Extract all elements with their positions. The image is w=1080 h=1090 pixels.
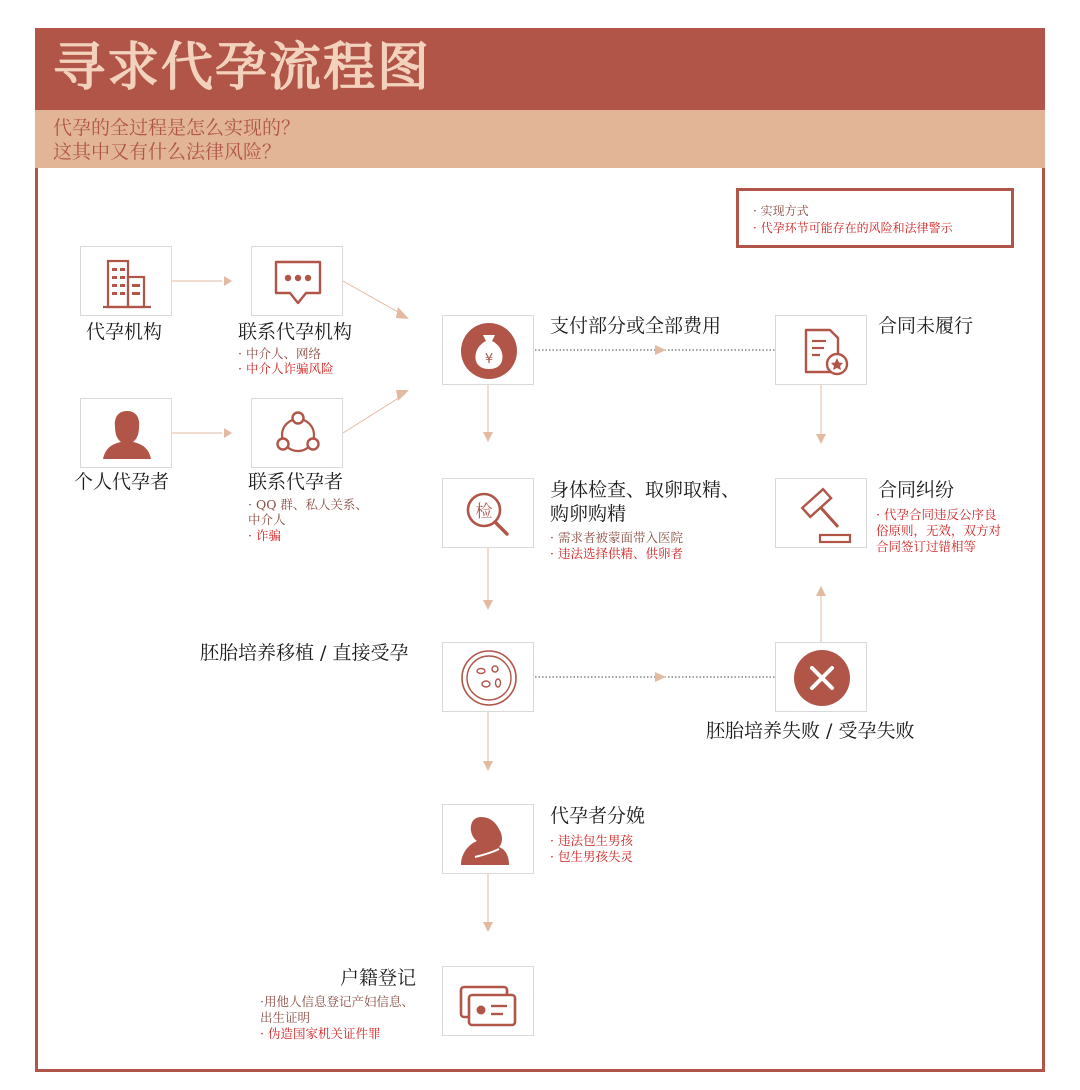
risk-delivery-2: · 包生男孩失灵 [550, 849, 633, 864]
node-contract-unfulfilled [775, 315, 867, 385]
node-contact-agency [251, 246, 343, 316]
note-contact-individual-1: · QQ 群、私人关系、 [248, 497, 368, 512]
note-contact-individual-2: 中介人 [248, 512, 286, 527]
id-cards-icon [443, 967, 535, 1037]
risk-dispute-1: · 代孕合同违反公序良 [876, 507, 997, 522]
note-registration-1: ·用他人信息登记产妇信息、 [260, 994, 414, 1009]
x-circle-icon [776, 643, 868, 713]
label-agency: 代孕机构 [86, 321, 163, 343]
svg-text:¥: ¥ [484, 352, 494, 367]
svg-text:检: 检 [475, 502, 493, 522]
subheader-line-1: 代孕的全过程是怎么实现的？ [53, 117, 301, 139]
connector-contact-agency [343, 281, 405, 316]
inspection-magnifier-icon [443, 479, 535, 549]
risk-dispute-3: 合同签订过错相等 [876, 539, 977, 554]
page-title: 寻求代孕流程图 [53, 37, 432, 98]
node-exam [442, 478, 534, 548]
label-contact-individual: 联系代孕者 [248, 471, 344, 493]
risk-contact-individual: · 诈骗 [248, 528, 281, 543]
node-failure [775, 642, 867, 712]
label-individual: 个人代孕者 [74, 471, 170, 493]
risk-delivery-1: · 违法包生男孩 [550, 833, 633, 848]
label-delivery: 代孕者分娩 [550, 805, 646, 827]
legend-risk: · 代孕环节可能存在的风险和法律警示 [753, 221, 953, 235]
risk-contact-agency: · 中介人诈骗风险 [238, 361, 334, 376]
node-embryo [442, 642, 534, 712]
label-failure: 胚胎培养失败 / 受孕失败 [706, 720, 915, 742]
building-icon [81, 247, 173, 317]
pregnant-woman-icon [443, 805, 535, 875]
node-registration [442, 966, 534, 1036]
petri-dish-icon [443, 643, 535, 713]
node-delivery [442, 804, 534, 874]
money-bag-icon [443, 316, 535, 386]
subheader-line-2: 这其中又有什么法律风险？ [53, 141, 282, 163]
person-icon [81, 399, 173, 469]
label-exam-1: 身体检查、取卵取精、 [550, 479, 741, 501]
node-individual [80, 398, 172, 468]
connector-contact-individual [343, 394, 405, 433]
label-payment: 支付部分或全部费用 [550, 315, 722, 337]
legend-method: · 实现方式 [753, 204, 809, 218]
node-contact-individual [251, 398, 343, 468]
label-dispute: 合同纠纷 [878, 479, 955, 501]
node-payment [442, 315, 534, 385]
network-icon [252, 399, 344, 469]
label-contact-agency: 联系代孕机构 [238, 321, 353, 343]
gavel-icon [776, 479, 868, 549]
risk-registration: · 伪造国家机关证件罪 [260, 1026, 381, 1041]
node-dispute [775, 478, 867, 548]
label-registration: 户籍登记 [340, 967, 417, 989]
chat-bubble-icon [252, 247, 344, 317]
contract-icon [776, 316, 868, 386]
label-contract-unfulfilled: 合同未履行 [878, 315, 974, 337]
risk-dispute-2: 俗原则，无效，双方对 [876, 523, 1002, 538]
risk-exam: · 违法选择供精、供卵者 [550, 546, 683, 561]
label-exam-2: 购卵购精 [550, 503, 627, 525]
note-contact-agency: · 中介人、网络 [238, 346, 321, 361]
node-agency [80, 246, 172, 316]
label-embryo: 胚胎培养移植 / 直接受孕 [200, 642, 409, 664]
note-exam: · 需求者被蒙面带入医院 [550, 530, 683, 545]
note-registration-2: 出生证明 [260, 1010, 311, 1025]
